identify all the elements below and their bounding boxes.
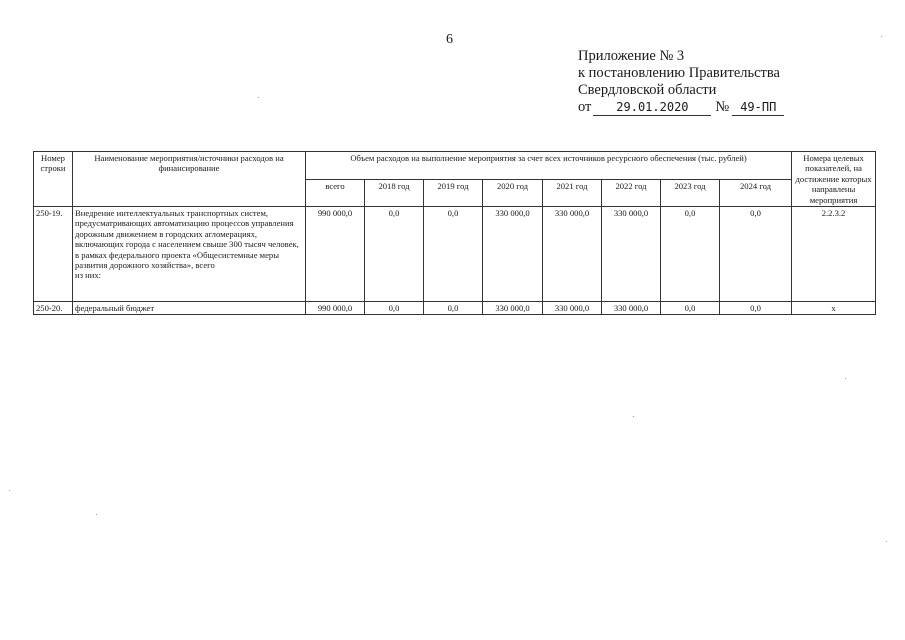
- header-year-2024: 2024 год: [720, 179, 792, 207]
- header-year-2018: 2018 год: [365, 179, 424, 207]
- header-year-2019: 2019 год: [424, 179, 483, 207]
- table-row: [34, 302, 876, 315]
- value-2022: 330 000,0: [602, 207, 661, 302]
- value-2019: 0,0: [424, 207, 483, 302]
- appendix-decree-line: к постановлению Правительства: [578, 65, 780, 81]
- value-2018: 0,0: [365, 207, 424, 302]
- appendix-date-line: [578, 99, 784, 116]
- value-2019: 0,0: [424, 302, 483, 315]
- appendix-title: Приложение № 3: [578, 48, 685, 64]
- header-year-2023: 2023 год: [661, 179, 720, 207]
- row-name: Внедрение интеллектуальных транспортных систем, предусматривающих автоматизацию процессов управления дорожным движением в городских агломерациях, включающих города с населением свыше 300 тысяч человек, в рамках федерального проекта «Общесистемные меры развития дорожного хозяйства», всего: [75, 208, 299, 271]
- decree-date: 29.01.2020: [593, 101, 711, 116]
- row-number: 250-20.: [34, 302, 73, 315]
- value-2023: 0,0: [661, 207, 720, 302]
- table-row: [34, 207, 876, 302]
- appendix-header: [578, 48, 784, 116]
- header-name: Наименование мероприятия/источники расходов на финансирование: [73, 152, 306, 207]
- value-2021: 330 000,0: [543, 302, 602, 315]
- table-header-row: [34, 152, 876, 180]
- header-year-2021: 2021 год: [543, 179, 602, 207]
- value-2023: 0,0: [661, 302, 720, 315]
- scan-speck: [96, 514, 97, 515]
- header-total: всего: [306, 179, 365, 207]
- scan-speck: [258, 97, 259, 98]
- value-2024: 0,0: [720, 302, 792, 315]
- header-volume: Объем расходов на выполнение мероприятия за счет всех источников ресурсного обеспечения (тыс. рублей): [306, 152, 792, 180]
- header-year-2022: 2022 год: [602, 179, 661, 207]
- scan-speck: [886, 541, 887, 542]
- row-name-sub: из них:: [75, 270, 102, 281]
- value-2024: 0,0: [720, 207, 792, 302]
- page-number: 6: [446, 32, 453, 47]
- value-2020: 330 000,0: [483, 302, 543, 315]
- appendix-region-line: Свердловской области: [578, 82, 717, 98]
- row-indicators: 2.2.3.2: [792, 207, 876, 302]
- value-total: 990 000,0: [306, 302, 365, 315]
- scan-speck: [633, 416, 634, 417]
- value-2018: 0,0: [365, 302, 424, 315]
- row-name: федеральный бюджет: [73, 302, 306, 315]
- row-number: 250-19.: [34, 207, 73, 302]
- decree-number: 49-ПП: [732, 101, 784, 116]
- scan-speck: [845, 378, 846, 379]
- scan-speck: [9, 490, 10, 491]
- number-prefix: №: [715, 99, 730, 115]
- header-indicators: Номера целевых показателей, на достижение которых направлены мероприятия: [792, 152, 876, 207]
- header-year-2020: 2020 год: [483, 179, 543, 207]
- scan-speck: [881, 36, 882, 37]
- value-2021: 330 000,0: [543, 207, 602, 302]
- value-2020: 330 000,0: [483, 207, 543, 302]
- row-name-cell: [73, 207, 306, 302]
- row-indicators: x: [792, 302, 876, 315]
- date-prefix: от: [578, 99, 592, 115]
- value-2022: 330 000,0: [602, 302, 661, 315]
- expenses-table: [33, 151, 876, 315]
- value-total: 990 000,0: [306, 207, 365, 302]
- header-row-number: Номер строки: [34, 152, 73, 207]
